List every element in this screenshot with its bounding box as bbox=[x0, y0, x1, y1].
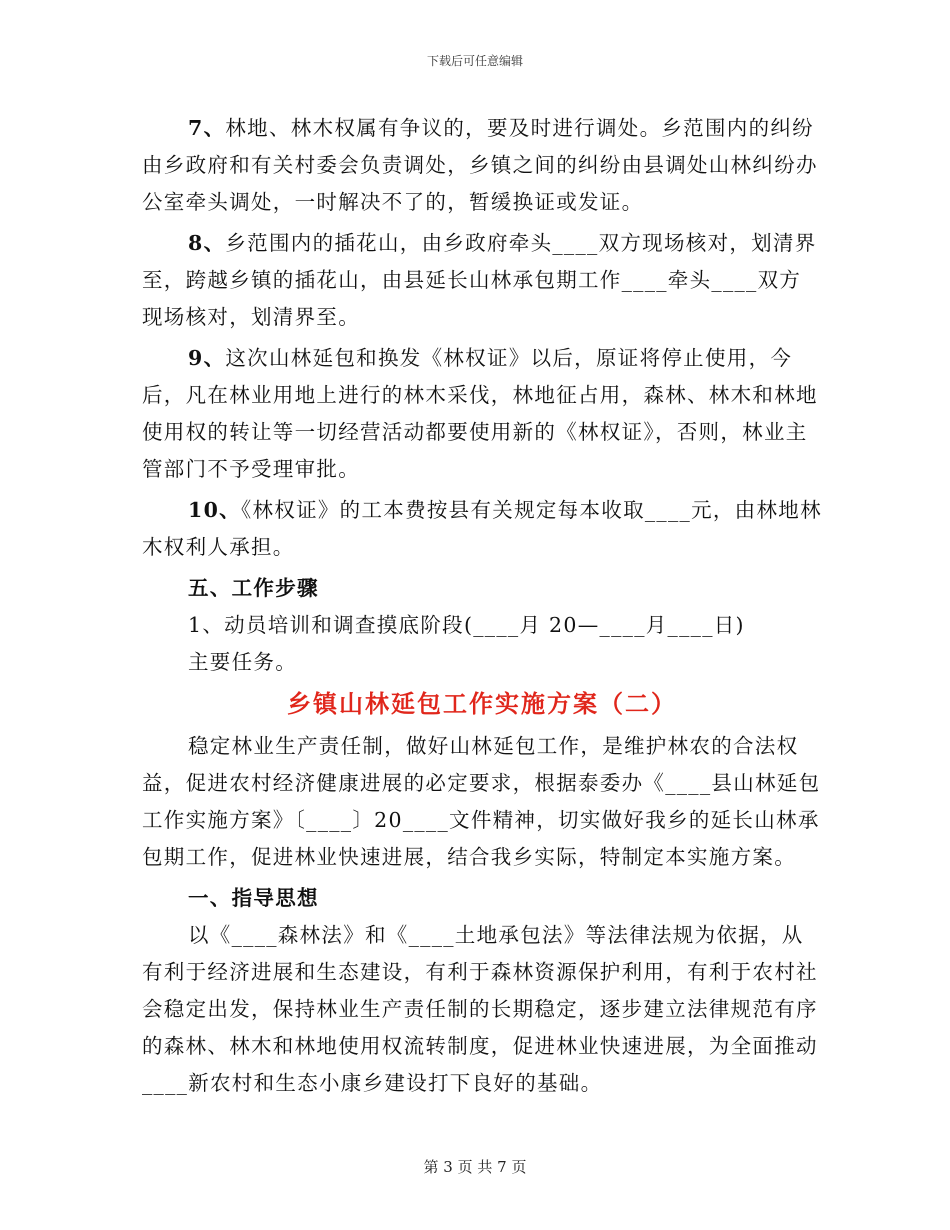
step-1: 1、动员培训和调查摸底阶段(____月 20—____月____日) bbox=[188, 613, 745, 637]
paragraph-item-8 bbox=[142, 225, 822, 336]
document-body bbox=[142, 110, 822, 1102]
step-1-task: 主要任务。 bbox=[188, 650, 297, 674]
item-number: 9、 bbox=[188, 346, 226, 370]
paragraph-item-10 bbox=[142, 492, 822, 566]
section-heading-5: 五、工作步骤 bbox=[188, 576, 319, 600]
document-title: 乡镇山林延包工作实施方案（二） bbox=[287, 689, 677, 718]
guide-paragraph: 以《____森林法》和《____土地承包法》等法律法规为依据，从有利于经济进展和生态建设，有利于森林资源保护利用，有利于农村社会稳定出发，保持林业生产责任制的长期稳定，逐步建立法律规范有序的森林、林木和林地使用权流转制度，促进林业快速进展，为全面推动____新农村和生态小康乡建设打下良好的基础。 bbox=[142, 923, 818, 1095]
item-number: 8、 bbox=[188, 231, 226, 255]
item-text: 乡范围内的插花山，由乡政府牵头____双方现场核对，划清界至，跨越乡镇的插花山，由县延长山林承包期工作____牵头____双方现场核对，划清界至。 bbox=[142, 231, 817, 329]
page-footer: 第 3 页 共 7 页 bbox=[423, 1158, 527, 1176]
item-number: 7、 bbox=[188, 116, 226, 140]
item-text: 《林权证》的工本费按县有关规定每本收取____元，由林地林木权利人承担。 bbox=[142, 498, 822, 559]
item-text: 这次山林延包和换发《林权证》以后，原证将停止使用，今后，凡在林业用地上进行的林木采伐，林地征占用，森林、林木和林地使用权的转让等一切经营活动都要使用新的《林权证》，否则，林业主管部门不予受理审批。 bbox=[142, 346, 818, 481]
item-text: 林地、林木权属有争议的，要及时进行调处。乡范围内的纠纷由乡政府和有关村委会负责调处，乡镇之间的纠纷由县调处山林纠纷办公室牵头调处，一时解决不了的，暂缓换证或发证。 bbox=[142, 116, 818, 214]
section-heading-1: 一、指导思想 bbox=[188, 886, 319, 910]
paragraph-item-9 bbox=[142, 340, 822, 488]
intro-paragraph: 稳定林业生产责任制，做好山林延包工作，是维护林农的合法权益，促进农村经济健康进展的必定要求，根据泰委办《____县山林延包工作实施方案》〔____〕20____文件精神，切实做好我乡的延长山林承包期工作，促进林业快速进展，结合我乡实际，特制定本实施方案。 bbox=[142, 734, 821, 869]
page-header: 下载后可任意编辑 bbox=[426, 54, 523, 68]
item-number: 10、 bbox=[188, 498, 241, 522]
paragraph-item-7 bbox=[142, 110, 822, 221]
